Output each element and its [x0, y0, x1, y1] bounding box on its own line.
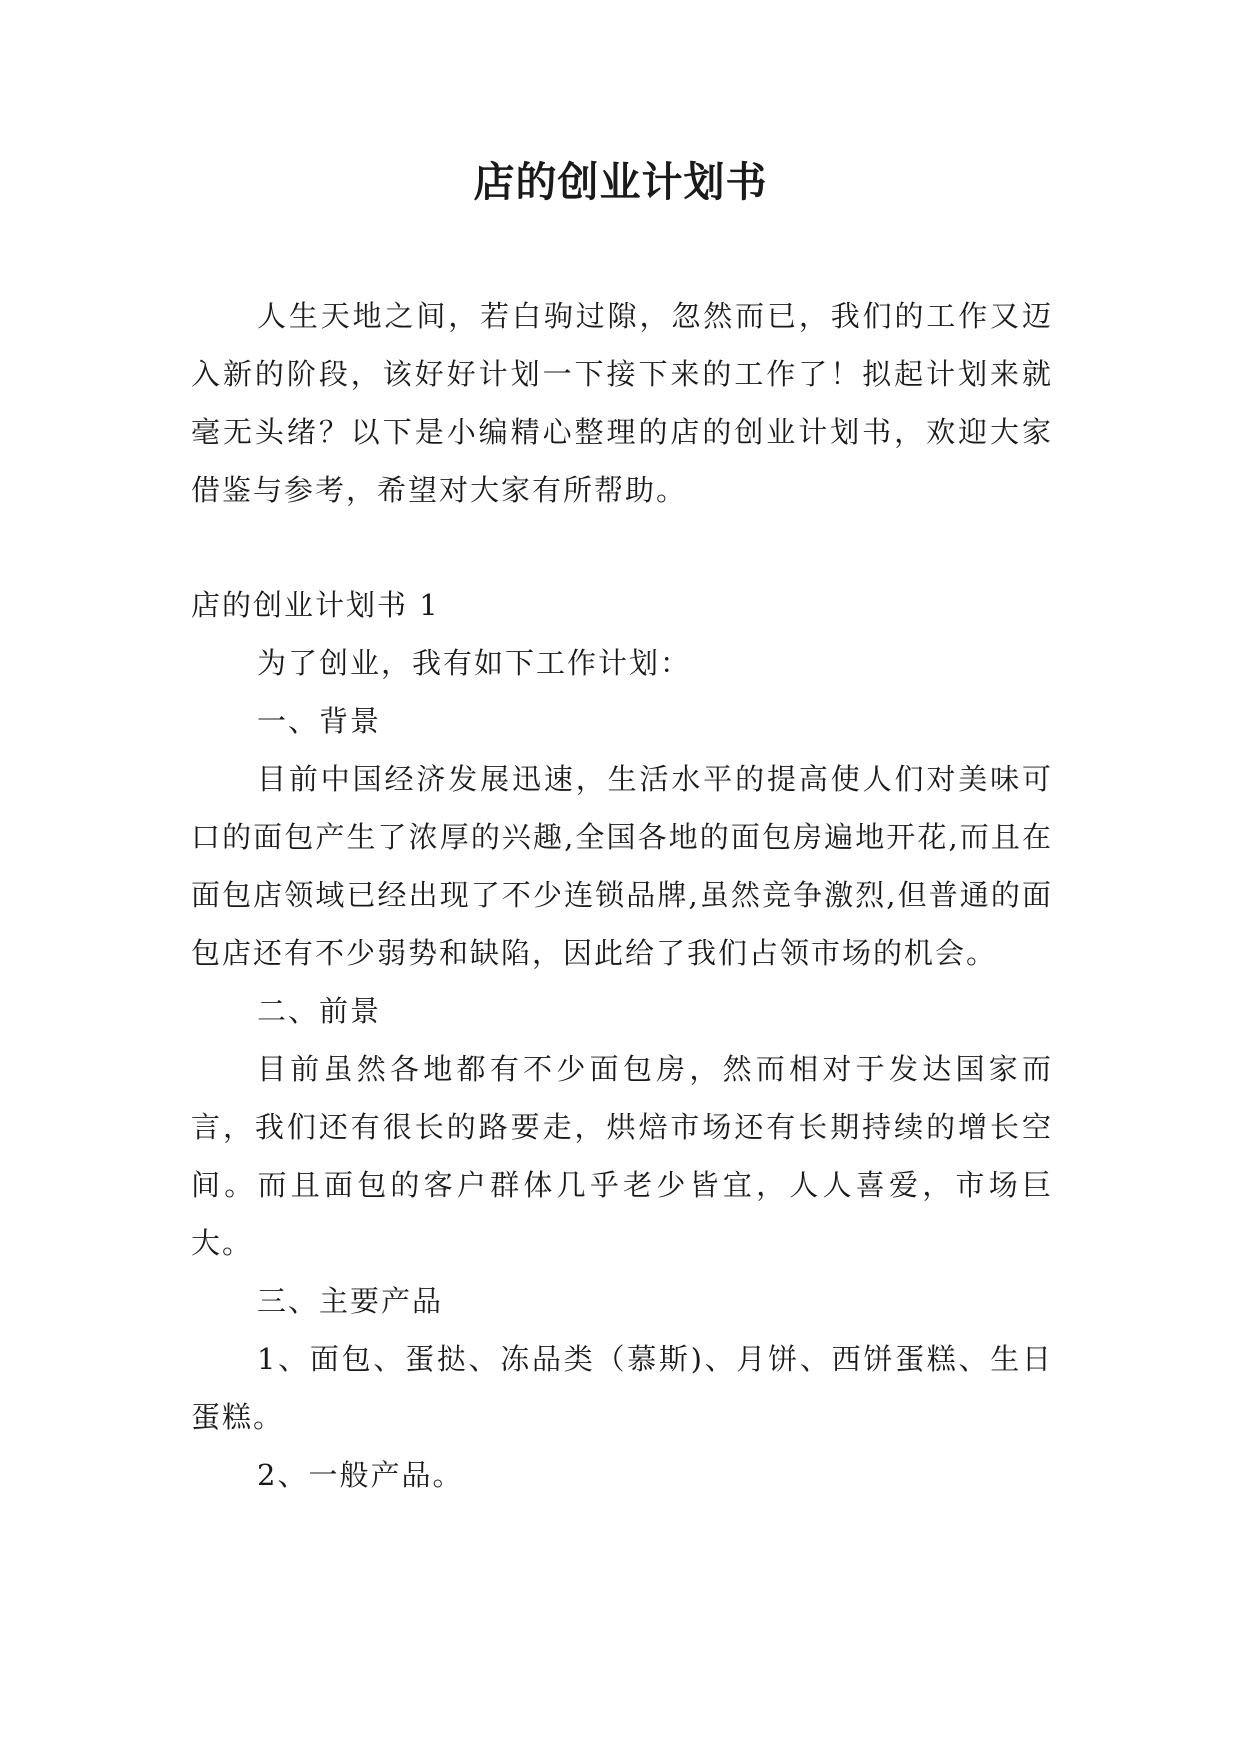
product-item-2: 2、一般产品。	[257, 1458, 464, 1492]
heading-background: 一、背景	[257, 704, 382, 738]
document-title: 店的创业计划书	[473, 158, 768, 206]
prospects-paragraph: 目前虽然各地都有不少面包房，然而相对于发达国家而言，我们还有很长的路要走，烘焙市场还有长期持续的增长空间。而且面包的客户群体几乎老少皆宜，人人喜爱，市场巨大。	[191, 1052, 1053, 1260]
heading-products: 三、主要产品	[257, 1284, 444, 1318]
plan-section	[191, 576, 1053, 1504]
lead-paragraph: 为了创业，我有如下工作计划：	[257, 646, 692, 680]
section-title: 店的创业计划书 1	[191, 588, 440, 622]
intro-block	[191, 287, 1053, 519]
background-paragraph: 目前中国经济发展迅速，生活水平的提高使人们对美味可口的面包产生了浓厚的兴趣,全国各地的面包房遍地开花,而且在面包店领域已经出现了不少连锁品牌,虽然竞争激烈,但普通的面包店还有不少弱势和缺陷，因此给了我们占领市场的机会。	[191, 762, 1053, 970]
product-item-1: 1、面包、蛋挞、冻品类（慕斯)、月饼、西饼蛋糕、生日蛋糕。	[191, 1342, 1053, 1434]
heading-prospects: 二、前景	[257, 994, 382, 1028]
intro-paragraph: 人生天地之间，若白驹过隙，忽然而已，我们的工作又迈入新的阶段，该好好计划一下接下来的工作了！拟起计划来就毫无头绪？以下是小编精心整理的店的创业计划书，欢迎大家借鉴与参考，希望对大家有所帮助。	[191, 299, 1053, 507]
